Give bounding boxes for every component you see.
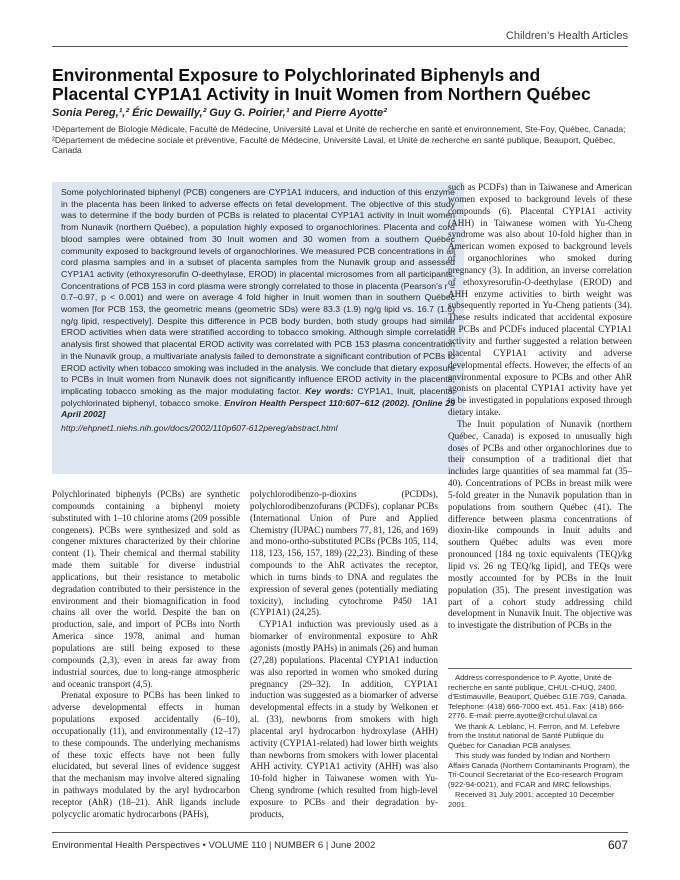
- paragraph: The Inuit population of Nunavik (northern Québec, Canada) is exposed to unusually high doses of PCBs and other organochlorines due to their consumption of a traditional diet that includes large quantities of sea mammal fat (35–40). Concentrations of PCBs in breast milk were 5-fold greater in the Nunavik population than in populations from southern Québec (41). The difference between plasma concentrations of dioxin-like compounds in Inuit adults and southern Québec adults was even more pronounced [184 ng toxic equivalents (TEQ)/kg lipid vs. 26 ng TEQ/kg lipid], and TEQs were mostly accounted for by PCBs in the Inuit population (35). The present investigation was part of a cohort study addressing child development in Nunavik Inuit. The objective was to investigate the distribution of PCBs in the: [448, 418, 632, 631]
- correspondence-note: Address correspondence to P. Ayotte, Unité de recherche en santé publique, CHUL-CHUQ, 2400, d’Estimauville, Beauport, Québec G1E 7G9, Canada. Telephone: (418) 666-7000 ext. 451. Fax: (418) 666-2776. E-mail: pierre.ayotte@crchul.ulaval.ca: [448, 673, 627, 720]
- body-column-3: [448, 182, 632, 632]
- abstract-box: [52, 182, 464, 474]
- author-list: Sonia Pereg,¹,² Éric Dewailly,² Guy G. Poirier,¹ and Pierre Ayotte²: [52, 107, 387, 119]
- keywords: CYP1A1, Inuit, placenta, polychlorinated biphenyl, tobacco smoke.: [61, 385, 455, 408]
- abstract-text: Some polychlorinated biphenyl (PCB) congeners are CYP1A1 inducers, and induction of this enzyme in the placenta has been linked to adverse effects on fetal development. The objective of this study was to determine if the body burden of PCBs is related to placental CYP1A1 activity in Inuit women from Nunavik (northern Québec), a population highly exposed to organochlorines. Placenta and cord blood samples were obtained from 30 Inuit women and 30 women from a southern Québec community exposed to background levels of organochlorines. We measured PCB concentrations in all cord plasma samples and in a subset of placenta samples from the Nunavik group and assessed CYP1A1 activity (ethoxyresorufin O-deethylase, EROD) in placental microsomes from all participants. Concentrations of PCB 153 in cord plasma were strongly correlated to those in placenta (Pearson’s r = 0.7–0.97, p < 0.001) and were on average 4 fold higher in Inuit women than in southern Québec women [for PCB 153, the geometric means (geometric SDs) were 83.3 (1.9) ng/g lipid vs. 16.7 (1.6) ng/g lipid, respectively]. Despite this difference in PCB body burden, both study groups had similar EROD activities when data were stratified according to tobacco smoking. Although simple correlation analysis first showed that placental EROD activity was correlated with PCB 153 plasma concentration in the Nunavik group, a multivariate analysis failed to demonstrate a significant contribution of PCBs to EROD activity when tobacco smoking was included in the analysis. We conclude that dietary exposure to PCBs in Inuit women from Nunavik does not significantly influence EROD activity in the placenta, implicating tobacco smoking as the major modulating factor.: [61, 187, 455, 396]
- footnotes: [448, 673, 632, 810]
- section-label: Children’s Health Articles: [505, 30, 628, 42]
- funding-note: This study was funded by Indian and Northern Affairs Canada (Northern Contaminants Program), the Tri-Council Secretariat of the Eco-research Program (922-94-0021), and FCAR and MRC fellowships.: [448, 751, 630, 789]
- affiliations: ¹Département de Biologie Médicale, Faculté de Médecine, Université Laval et Unité de recherche en santé et environnement, Ste-Foy, Québec, Canada; ²Département de médecine sociale et préventive, Faculté de Médecine, Université Laval, et Unité de recherche en santé publique, Beauport, Québec, Canada: [52, 124, 626, 155]
- paragraph: Polychlorinated biphenyls (PCBs) are synthetic compounds containing a biphenyl moiety substituted with 1–10 chlorine atoms (209 possible congeners). PCBs were synthesized and sold as congener mixtures characterized by their chlorine content (1). Their chemical and thermal stability made them suitable for diverse industrial applications, but their resistance to metabolic degradation contributed to their persistence in the environment and their biomagnification in food chains all over the world. Despite the ban on production, sale, and import of PCBs into North America since 1978, animal and human populations are still being exposed to these compounds (2,3), even in areas far away from industrial sources, due to long-range atmospheric and oceanic transport (4,5).: [52, 489, 240, 689]
- paragraph: Prenatal exposure to PCBs has been linked to adverse developmental effects in human populations exposed accidentally (6–10), occupationally (11), and environmentally (12–17) to these compounds. The underlying mechanisms of these toxic effects have not been fully elucidated, but several lines of evidence suggest that the mechanism may involve altered signaling in pathways modulated by the aryl hydrocarbon receptor (AhR) (18–21). AhR ligands include polycyclic aromatic hydrocarbons (PAHs),: [52, 690, 240, 819]
- header-rule: [52, 46, 628, 47]
- body-column-1: [52, 489, 240, 821]
- article-title: Environmental Exposure to Polychlorinated Biphenyls and Placental CYP1A1 Activity in Inuit Women from Northern Québec: [52, 65, 591, 104]
- body-column-2: [250, 489, 438, 821]
- paragraph: polychlorodibenzo-p-dioxins (PCDDs), polychlorodibenzofurans (PCDFs), coplanar PCBs (International Union of Pure and Applied Chemistry (IUPAC) numbers 77, 81, 126, and 169) and mono-ortho-substituted PCBs (PCBs 105, 114, 118, 123, 156, 157, 189) (22,23). Binding of these compounds to the AhR activates the receptor, which in turns binds to DNA and regulates the expression of several genes (potentially mediating toxicity), including cytochrome P450 1A1 (CYP1A1) (24,25).: [250, 489, 438, 618]
- footnote-rule: [448, 668, 632, 669]
- page-number: 607: [607, 838, 628, 852]
- citation: Environ Health Perspect 110:607–612 (2002). [Online 29 April 2002]: [61, 397, 456, 420]
- paragraph: CYP1A1 induction was previously used as a biomarker of environmental exposure to AhR agonists (mostly PAHs) in animals (26) and human (27,28) populations. Placental CYP1A1 induction was also reported in women who smoked during pregnancy (29–32). In addition, CYP1A1 induction was suggested as a biomarker of adverse developmental effects in a study by Welkonen et al. (33), newborns from smokers with high placental aryl hydrocarbon hydroxylase (AHH) activity (CYP1A1-related) had lower birth weights than newborns from smokers with lower placental AHH activity. CYP1A1 activity (AHH) was also 10-fold higher in Taiwanese women with Yu-Cheng syndrome (which resulted from high-level exposure to PCBs and their degradation by-products,: [250, 619, 438, 819]
- footer-rule: [52, 832, 628, 833]
- keywords-label: Key words:: [305, 385, 354, 396]
- paragraph: such as PCDFs) than in Taiwanese and American women exposed to background levels of these compounds (6). Placental CYP1A1 activity (AHH) in Taiwanese women with Yu-Cheng syndrome was also about 10-fold higher than in American women exposed to background levels of organochlorines who smoked during pregnancy (3). In addition, an inverse correlation of ethoxyresorufin-O-deethylase (EROD) and AHH enzyme activities to birth weight was subsequently reported in Yu-Cheng patients (34). These results indicated that accidental exposure to PCBs and PCDFs induced placental CYP1A1 activity and further suggested a relation between placental CYP1A1 activity and adverse developmental effects. However, the effects of an environmental exposure to PCBs and other AhR agonists on placental CYP1A1 activity have yet to be investigated in populations exposed through dietary intake.: [448, 182, 632, 418]
- received-date: Received 31 July 2001; accepted 10 December 2001.: [448, 790, 615, 809]
- acknowledgments: We thank A. Leblanc, H. Ferron, and M. Lefebvre from the Institut national de Santé Publique du Québec for Canadian PCB analyses.: [448, 721, 620, 750]
- journal-footer: Environmental Health Perspectives • VOLUME 110 | NUMBER 6 | June 2002: [52, 840, 376, 851]
- abstract-url[interactable]: http://ehpnet1.niehs.nih.gov/docs/2002/110p607-612pereg/abstract.html: [61, 423, 338, 434]
